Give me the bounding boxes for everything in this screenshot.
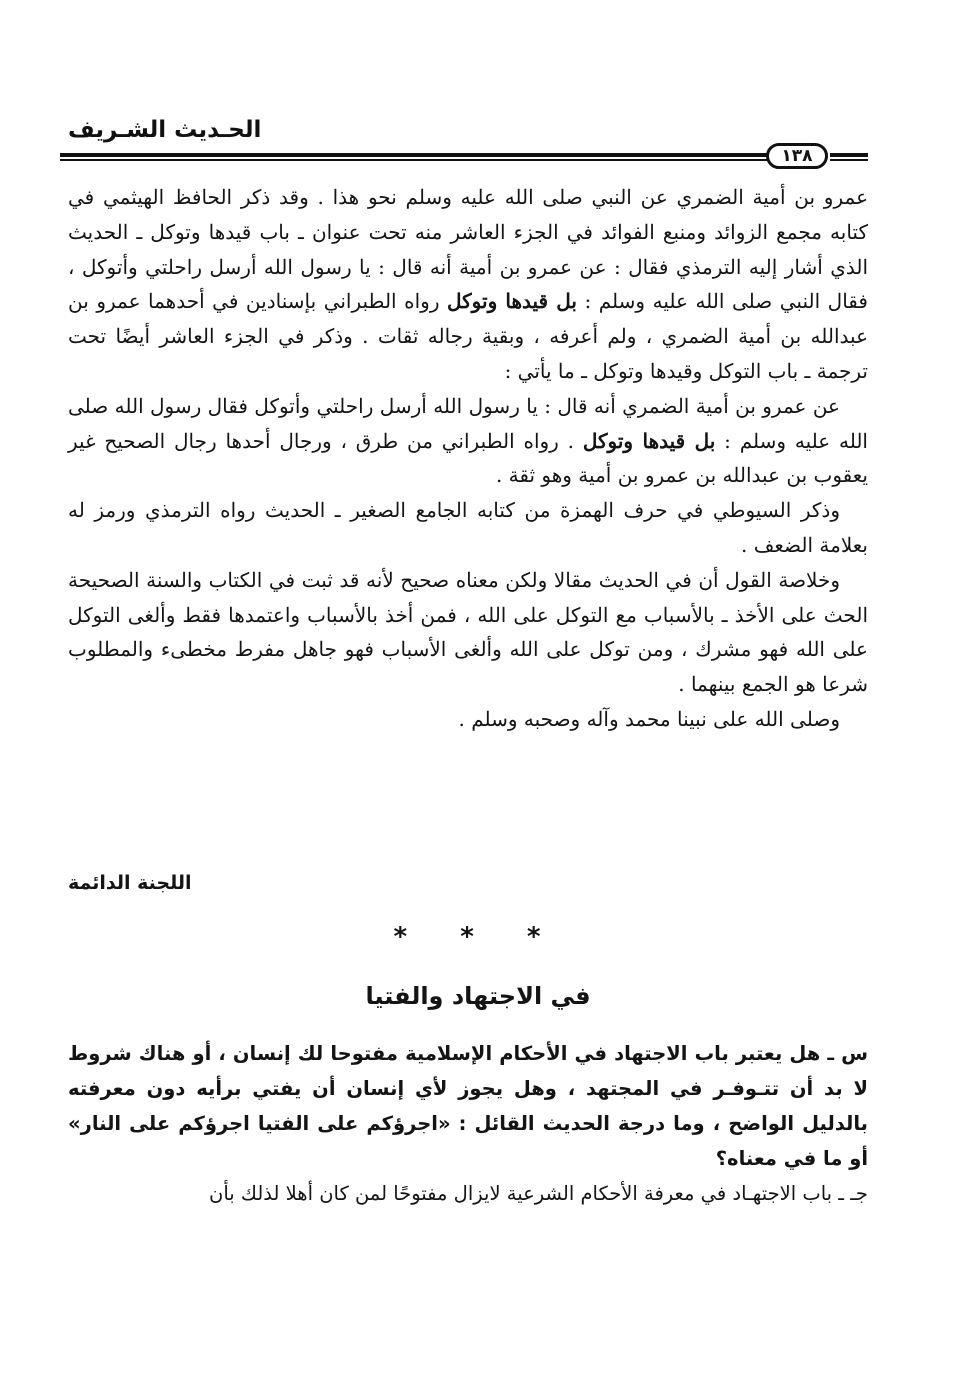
paragraph-5: وصلى الله على نبينا محمد وآله وصحبه وسلم . — [458, 706, 840, 731]
section-separator: * * * — [393, 922, 563, 952]
header-rule-thin — [60, 159, 772, 161]
paragraph-4: وخلاصة القول أن في الحديث مقالا ولكن معناه صحيح لأنه قد ثبت في الكتاب والسنة الصحيحة الحث على الأخذ ـ بالأسباب مع التوكل على الله ، فمن أخذ بالأسباب واعتمدها فقط وألغى التوكل على الله فهو مشرك ، ومن توكل على الله وألغى الأسباب فهو جاهل مفرط مخطىء والمطلوب شرعا هو الجمع بينهما . — [68, 567, 868, 697]
header-rule-right-thin — [830, 159, 868, 161]
paragraph-2-part-a: عن عمرو بن أمية الضمري أنه قال : يا رسول الله أرسل راحلتي وأتوكل فقال رسول الله صلى الله عليه وسلم : — [68, 393, 868, 453]
section-heading: في الاجتهاد والفتيا — [365, 982, 591, 1010]
paragraph-2 — [68, 389, 868, 493]
answer-paragraph: جـ ـ باب الاجتهـاد في معرفة الأحكام الشرعية لايزال مفتوحًا لمن كان أهلا لذلك بأن — [209, 1182, 868, 1205]
paragraph-1-part-a: عمرو بن أمية الضمري عن النبي صلى الله عليه وسلم نحو هذا . وقد ذكر الحافظ الهيثمي في كتابه مجمع الزوائد ومنبع الفوائد في الجزء العاشر منه تحت عنوان ـ باب قيدها وتوكل ـ الحديث الذي أشار إليه الترمذي فقال : عن عمرو بن أمية أنه قال : يا رسول الله أرسل راحلتي وأتوكل ، فقال النبي صلى الله عليه وسلم : — [68, 185, 868, 314]
paragraph-2-emphasis: بل قيدها وتوكل — [582, 428, 716, 453]
paragraph-1-emphasis: بل قيدها وتوكل — [447, 289, 577, 314]
page-number: ١٣٨ — [766, 143, 828, 169]
paragraph-2-part-b: . رواه الطبراني من طرق ، ورجال أحدها رجال الصحيح غير يعقوب بن عبدالله بن عمرو بن أمية وهو ثقة . — [68, 428, 868, 488]
body-text — [68, 180, 868, 737]
header-rule-right-thick — [830, 153, 868, 157]
header-rule — [60, 143, 868, 167]
paragraph-3: وذكر السيوطي في حرف الهمزة من كتابه الجامع الصغير ـ الحديث رواه الترمذي ورمز له بعلامة الضعف . — [68, 498, 868, 557]
signature: اللجنة الدائمة — [68, 872, 192, 894]
question-paragraph: س ـ هل يعتبر باب الاجتهاد في الأحكام الإسلامية مفتوحا لك إنسان ، أو هناك شروط لا بد أن تتـوفـر في المجتهد ، وهل يجوز لأي إنسان أن يفتي برأيه دون معرفته بالدليل الواضح ، وما درجة الحديث القائل : «اجرؤكم على الفتيا اجرؤكم على النار» أو ما في معناه؟ — [68, 1042, 868, 1170]
running-title: الحـديث الشـريف — [68, 117, 262, 143]
header-rule-thick — [60, 153, 772, 157]
qa-text — [68, 1036, 868, 1211]
paragraph-1-part-b: رواه الطبراني بإسنادين في أحدهما عمرو بن عبدالله بن أمية الضمري ، ولم أعرفه ، وبقية رجاله ثقات . وذكر في الجزء العاشر أيضًا تحت ترجمة ـ باب التوكل وقيدها وتوكل ـ ما يأتي : — [68, 289, 868, 383]
paragraph-1 — [68, 180, 868, 389]
